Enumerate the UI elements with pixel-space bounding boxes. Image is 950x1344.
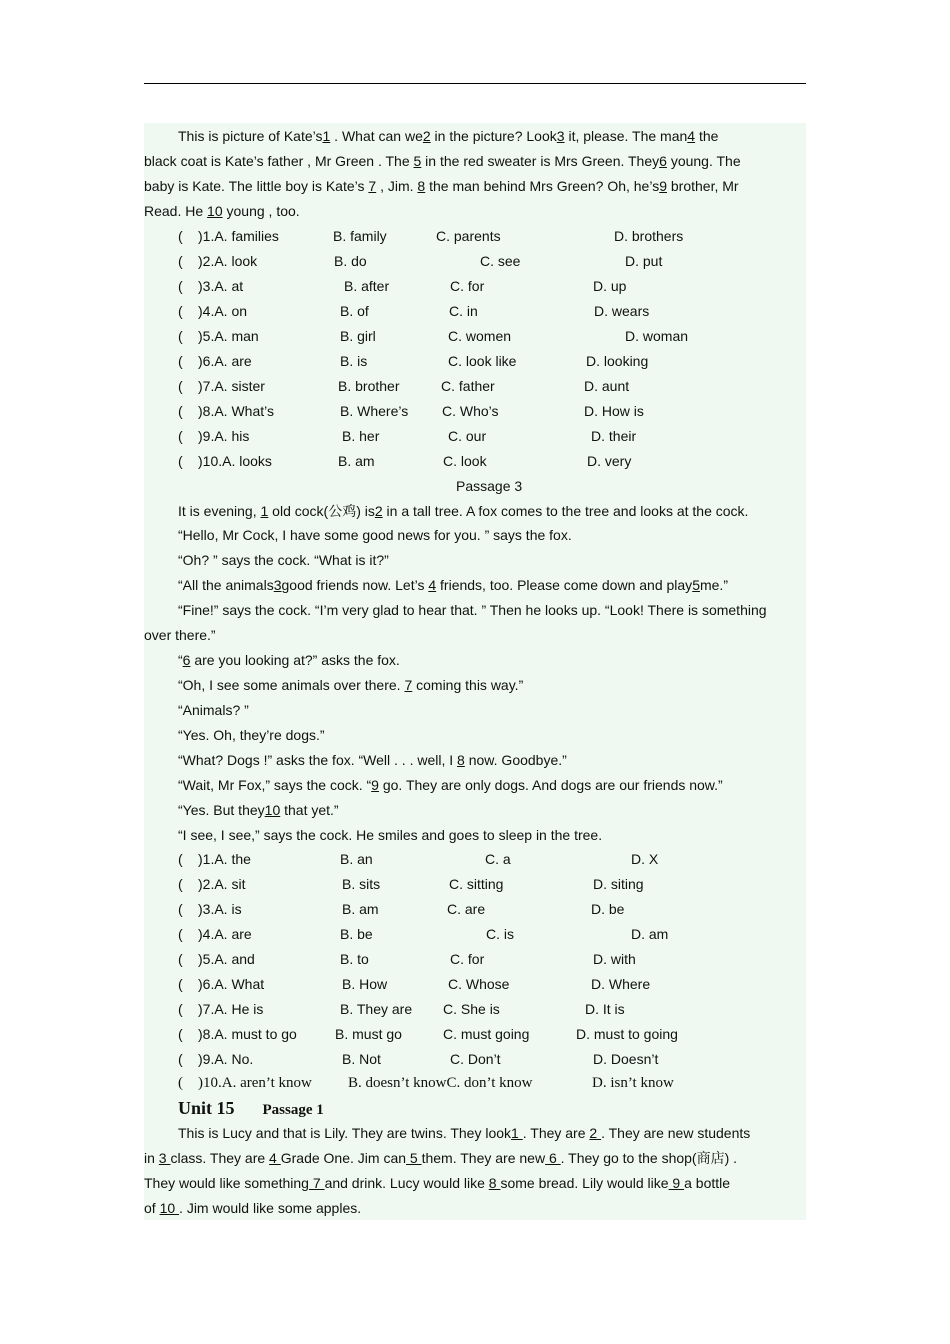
p3-line-13: “Yes. But they10 that yet.” [178,802,339,818]
p3-line-11: “What? Dogs !” asks the fox. “Well . . . well, I 8 now. Goodbye.” [178,752,567,768]
p3-line-12: “Wait, Mr Fox,” says the cock. “9 go. They are only dogs. And dogs are our friends now.” [178,777,723,793]
u15-line-1: This is Lucy and that is Lily. They are twins. They look1 . They are 2 . They are new students [178,1125,751,1141]
passage-3-title: Passage 3 [456,478,523,494]
p2-line-1: This is picture of Kate’s1 . What can we2 in the picture? Look3 it, please. The man4 the [178,128,719,144]
u15-line-4: of 10 . Jim would like some apples. [144,1200,362,1216]
p3-line-1: It is evening, 1 old cock(公鸡) is2 in a tall tree. A fox comes to the tree and looks at the cock. [178,503,749,519]
p3-line-4: “All the animals3good friends now. Let’s 4 friends, too. Please come down and play5me.” [178,577,728,593]
p3-line-8: “Oh, I see some animals over there. 7 coming this way.” [178,677,524,693]
document-body: This is picture of Kate’s1 . What can we2 in the picture? Look3 it, please. The man4 the black coat is Kate’s father , Mr Green . The 5 in the red sweater is Mrs Green. They6 young. The baby is Kate. The little boy is Kate’s 7 , Jim. 8 the man behind Mrs Green? Oh, he’s9 brother, Mr Read. He 10 young , too. ( )1.A. families B. family C. parents D. brothers ( )2.A. look B. do C. see D. put ( )3.A. at B. after C. for D. up ( )4.A. on B. of C. in D. wears ( )5.A. man B. girl C. women D. woman ( )6.A. are B. is C. look like D. looking ( )7.A. sister B. brother C. father D. aunt ( )8.A. What’s B. Where’s C. Who’s D. How is ( )9.A. his B. her C. our D. their ( )10.A. looks B. am C. look D. very Passage 3 It is evening, 1 old cock(公鸡) is2 in a tall tree. A fox comes to the tree and looks at the cock. “Hello, Mr Cock, I have some good news for you. ” says the fox. “Oh? ” says the cock. “What is it?” “All the animals3good friends now. Let’s 4 friends, too. Please come down and play5me.” “Fine!” says the cock. “I’m very glad to hear that. ” Then he looks up. “Look! There is something over there.” “6 are you looking at?” asks the fox. “Oh, I see some animals over there. 7 coming this way.” “Animals? ” “Yes. Oh, they’re dogs.” “What? Dogs !” asks the fox. “Well . . . well, I 8 now. Goodbye.” “Wait, Mr Fox,” says the cock. “9 go. They are only dogs. And dogs are our friends now.” “Yes. But they10 that yet.” “I see, I see,” says the cock. He smiles and goes to sleep in the tree. ( )1.A. the B. an C. a D. X ( )2.A. sit B. sits C. sitting D. siting ( )3.A. is B. am C. are D. be ( )4.A. are B. be C. is D. am ( )5.A. and B. to C. for D. with ( )6.A. What B. How C. Whose D. Where ( )7.A. He is B. They are C. She is D. It is ( )8.A. must to go B. must go C. must going D. must to going ( )9.A. No. B. Not C. Don’t D. Doesn’t ( )10.A. aren’t know B. doesn’t knowC. don’t know D. isn’t know Unit 15 Passage 1 This is Lucy and that is Lily. They are twins. They look1 . They are 2 . They are new students in 3 class. They are 4 Grade One. Jim can 5 them. They are new 6 . They go to the shop(商店) . They would like something 7 and drink. Lucy would like 8 some bread. Lily would like 9 a bottle of 10 . Jim would like some apples. [144,123,806,1220]
unit-passage-title: Passage 1 [262,1102,324,1118]
p3-line-2: “Hello, Mr Cock, I have some good news for you. ” says the fox. [178,527,572,543]
unit-15-heading [178,1096,324,1121]
p3-line-3: “Oh? ” says the cock. “What is it?” [178,552,389,568]
p2-line-4: Read. He 10 young , too. [144,203,300,219]
p3-line-10: “Yes. Oh, they’re dogs.” [178,727,325,743]
u15-line-3: They would like something 7 and drink. Lucy would like 8 some bread. Lily would like 9 a bottle [144,1175,731,1191]
unit-title: Unit 15 [178,1098,235,1118]
p3-line-14: “I see, I see,” says the cock. He smiles and goes to sleep in the tree. [178,827,603,843]
p2-line-2: black coat is Kate’s father , Mr Green . The 5 in the red sweater is Mrs Green. They6 young. The [144,153,741,169]
p3-line-9: “Animals? ” [178,702,249,718]
p3-line-7: “6 are you looking at?” asks the fox. [178,652,400,668]
header-rule [144,83,806,84]
u15-line-2: in 3 class. They are 4 Grade One. Jim can 5 them. They are new 6 . They go to the shop(商店) . [144,1150,738,1166]
p2-line-3: baby is Kate. The little boy is Kate’s 7 , Jim. 8 the man behind Mrs Green? Oh, he’s9 brother, Mr [144,178,739,194]
p3-line-5: “Fine!” says the cock. “I’m very glad to hear that. ” Then he looks up. “Look! There is something [178,602,767,618]
p3-line-6: over there.” [144,627,216,643]
